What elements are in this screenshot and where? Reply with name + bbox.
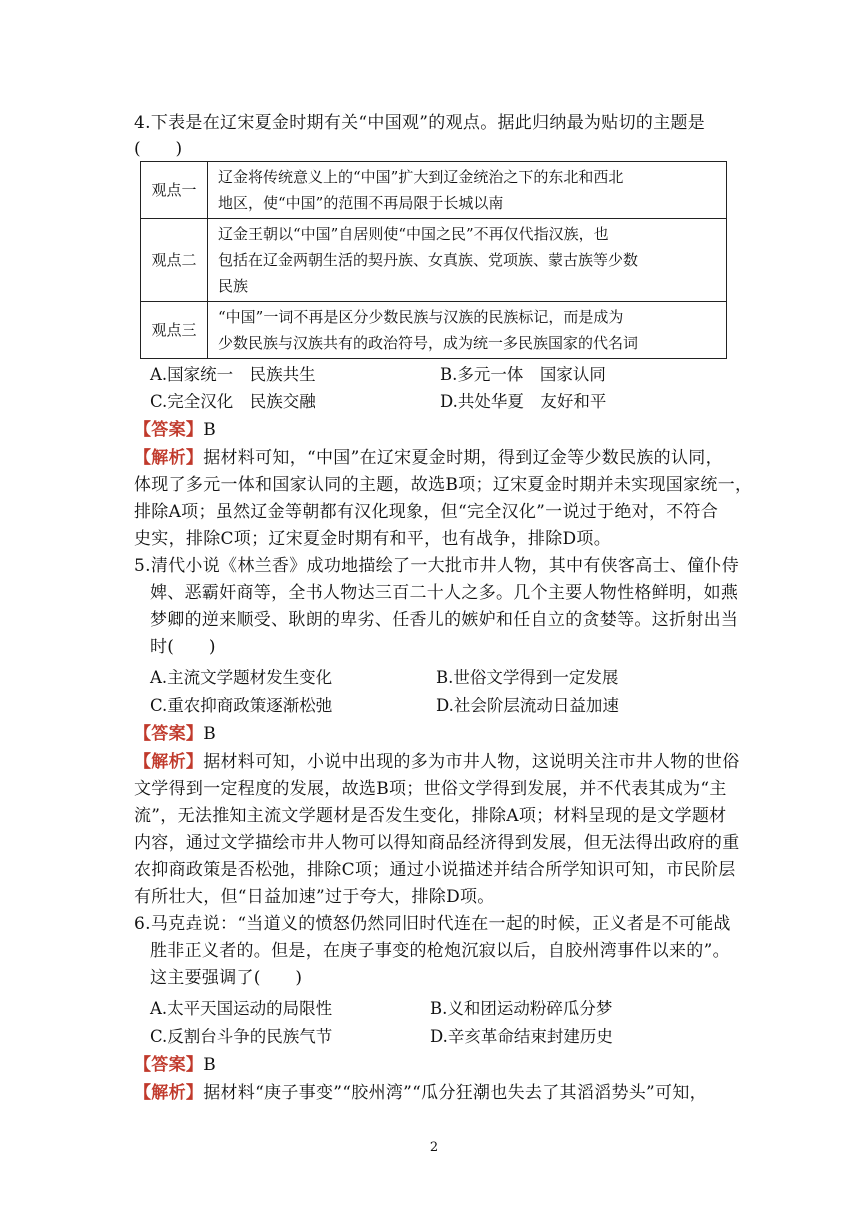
viewpoint-1-line-2: 地区，使“中国”的范围不再局限于长城以南 [218,194,504,212]
q5-stem-line-1: 5.清代小说《林兰香》成功地描绘了一大批市井人物，其中有侠客高士、僮仆侍 [134,556,740,576]
q4-option-b: B.多元一体 国家认同 [440,365,606,384]
answer-tag: 【答案】 [134,420,204,440]
analysis-tag: 【解析】 [134,1083,204,1103]
answer-tag: 【答案】 [134,724,204,744]
analysis-tag: 【解析】 [134,752,204,772]
q5-option-a: A.主流文学题材发生变化 [150,668,333,687]
viewpoint-3-head: 观点三 [141,302,208,359]
q5-stem-line-3: 梦卿的逆来顺受、耿朗的卑劣、任香儿的嫉妒和任自立的贪婪等。这折射出当 [150,610,739,630]
q4-option-d: D.共处华夏 友好和平 [440,392,607,411]
viewpoint-2-head: 观点二 [141,219,208,302]
q6-analysis-line-1 [134,1082,707,1104]
q6-stem-line-2: 胜非正义者的。但是，在庚子事变的枪炮沉寂以后，自胶州湾事件以来的”。 [150,941,730,961]
q4-option-a: A.国家统一 民族共生 [150,365,316,384]
analysis-text: 据材料可知，小说中出现的多为市井人物，这说明关注市井人物的世俗 [203,752,740,772]
q6-stem-line-3: 这主要强调了( ) [150,968,303,988]
viewpoint-1-head: 观点一 [141,162,208,219]
q4-analysis-line-4: 史实，排除C项；辽宋夏金时期有和平，也有战争，排除D项。 [134,529,612,549]
table-row [141,162,727,219]
q4-viewpoint-table [140,161,727,359]
q4-analysis-line-3: 排除A项；虽然辽金等朝都有汉化现象，但“完全汉化”一说过于绝对，不符合 [134,502,719,522]
answer-value: B [203,420,216,440]
viewpoint-1-text [208,162,727,219]
viewpoint-3-line-2: 少数民族与汉族共有的政治符号，成为统一多民族国家的代名词 [218,334,639,352]
q5-analysis-line-4: 内容，通过文学描绘市井人物可以得知商品经济得到发展，但无法得出政府的重 [134,833,740,853]
answer-tag: 【答案】 [134,1055,204,1075]
viewpoint-2-line-3: 民族 [218,277,249,295]
q5-option-b: B.世俗文学得到一定发展 [436,668,619,687]
q6-option-b: B.义和团运动粉碎瓜分梦 [430,999,613,1018]
viewpoint-3-text [208,302,727,359]
q4-answer [134,419,216,441]
q4-analysis-line-2: 体现了多元一体和国家认同的主题，故选B项；辽宋夏金时期并未实现国家统一， [134,475,753,495]
q5-analysis-line-1 [134,751,740,773]
q4-stem-line-1: 4.下表是在辽宋夏金时期有关“中国观”的观点。据此归纳最为贴切的主题是 [134,113,706,133]
answer-value: B [203,724,216,744]
q5-option-d: D.社会阶层流动日益加速 [436,696,619,715]
table-row [141,302,727,359]
page-number: 2 [429,1140,439,1155]
q5-analysis-line-2: 文学得到一定程度的发展，故选B项；世俗文学得到发展，并不代表其成为“主 [134,779,727,799]
q5-stem-line-4: 时( ) [150,637,216,657]
q6-option-c: C.反割台斗争的民族气节 [150,1027,333,1046]
q5-stem-line-2: 婢、恶霸奸商等，全书人物达三百二十人之多。几个主要人物性格鲜明，如燕 [150,583,739,603]
analysis-tag: 【解析】 [134,448,204,468]
q6-option-d: D.辛亥革命结束封建历史 [430,1027,613,1046]
q4-analysis-line-1 [134,447,723,469]
analysis-text: 据材料可知，“中国”在辽宋夏金时期，得到辽金等少数民族的认同， [203,448,723,468]
viewpoint-2-text [208,219,727,302]
q6-stem-line-1: 6.马克垚说：“当道义的愤怒仍然同旧时代连在一起的时候，正义者是不可能战 [134,914,731,934]
q5-analysis-line-3: 流”，无法推知主流文学题材是否发生变化，排除A项；材料呈现的是文学题材 [134,806,727,826]
analysis-text: 据材料“庚子事变”“胶州湾”“瓜分狂潮也失去了其滔滔势头”可知， [203,1083,707,1103]
q6-option-a: A.太平天国运动的局限性 [150,999,333,1018]
viewpoint-1-line-1: 辽金将传统意义上的“中国”扩大到辽金统治之下的东北和西北 [218,168,624,186]
q5-analysis-line-5: 农抑商政策是否松弛，排除C项；通过小说描述并结合所学知识可知，市民阶层 [134,860,736,880]
q5-option-c: C.重农抑商政策逐渐松弛 [150,696,333,715]
q4-option-c: C.完全汉化 民族交融 [150,392,316,411]
viewpoint-3-line-1: “中国”一词不再是区分少数民族与汉族的民族标记，而是成为 [218,308,624,326]
q5-analysis-line-6: 有所壮大，但“日益加速”过于夸大，排除D项。 [134,887,495,907]
q5-answer [134,723,216,745]
viewpoint-2-line-2: 包括在辽金两朝生活的契丹族、女真族、党项族、蒙古族等少数 [218,251,639,269]
q6-answer [134,1054,216,1076]
q4-stem-line-2: ( ) [134,139,183,159]
table-row [141,219,727,302]
answer-value: B [203,1055,216,1075]
viewpoint-2-line-1: 辽金王朝以“中国”自居则使“中国之民”不再仅代指汉族，也 [218,225,609,243]
